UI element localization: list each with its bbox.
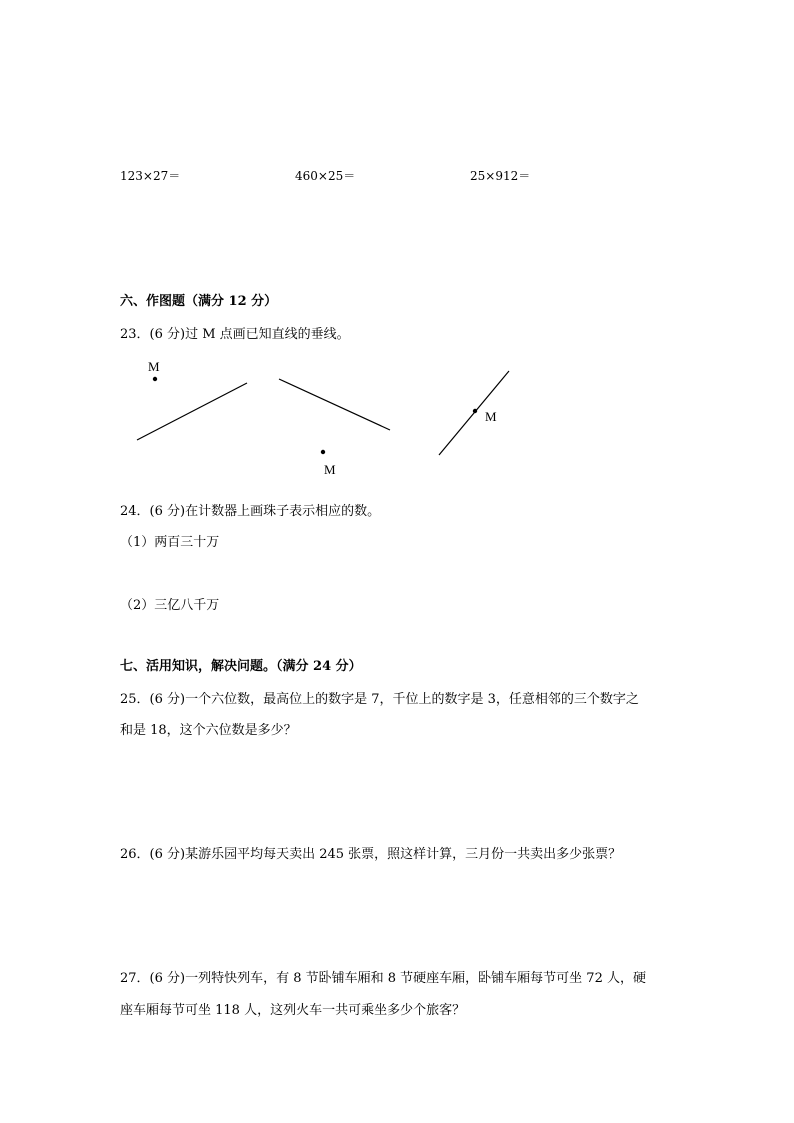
section-7-title: 七、活用知识，解决问题。（满分 24 分） [120, 659, 362, 674]
line-1 [137, 383, 247, 440]
point-m-1 [153, 377, 157, 381]
question-27-line-2: 座车厢每节可坐 118 人，这列火车一共可乘坐多少个旅客？ [120, 1003, 466, 1018]
question-25-line-2: 和是 18，这个六位数是多少？ [120, 723, 297, 738]
question-26: 26．(6 分)某游乐园平均每天卖出 245 张票，照这样计算，三月份一共卖出多少张票？ [120, 847, 622, 862]
question-25-line-1: 25．(6 分)一个六位数，最高位上的数字是 7，千位上的数字是 3，任意相邻的三个数字之 [120, 692, 639, 707]
calc-2: 460×25＝ [295, 169, 356, 183]
question-27-line-1: 27．(6 分)一列特快列车，有 8 节卧铺车厢和 8 节硬座车厢，卧铺车厢每节可坐 72 人，硬 [120, 971, 646, 986]
point-label-3: M [485, 409, 497, 424]
line-2 [279, 379, 390, 430]
point-m-3 [473, 409, 477, 413]
point-m-2 [321, 450, 325, 454]
line-3 [439, 371, 509, 455]
question-24-item-2: （2）三亿八千万 [120, 598, 220, 613]
calc-3: 25×912＝ [470, 169, 531, 183]
calc-1: 123×27＝ [120, 169, 181, 183]
question-23: 23．(6 分)过 M 点画已知直线的垂线。 [120, 327, 350, 342]
question-24: 24．(6 分)在计数器上画珠子表示相应的数。 [120, 504, 381, 519]
question-24-item-1: （1）两百三十万 [120, 535, 220, 550]
point-label-1: M [148, 359, 160, 374]
section-6-title: 六、作图题（满分 12 分） [120, 294, 278, 309]
point-label-2: M [324, 462, 336, 477]
